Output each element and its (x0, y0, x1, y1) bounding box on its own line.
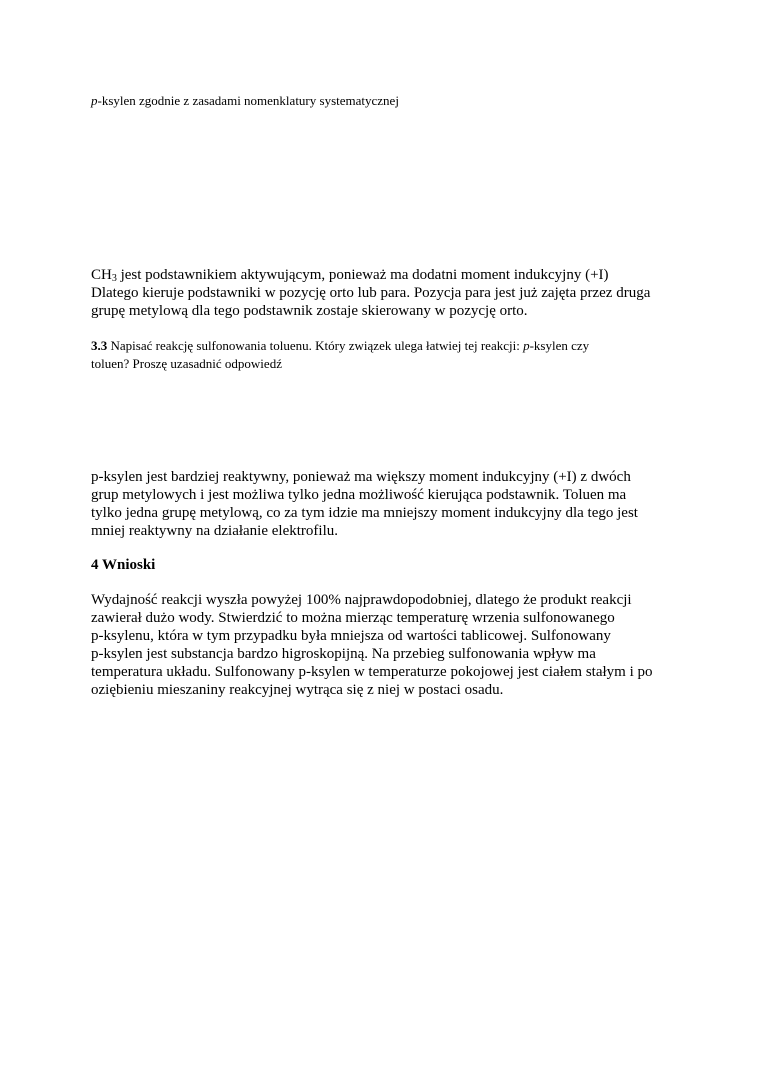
answer-line-1: p-ksylen jest bardziej reaktywny, ponieważ ma większy moment indukcyjny (+I) z dwóch (91, 469, 631, 485)
title-line-text (91, 92, 681, 110)
answer-line-4: mniej reaktywny na działanie elektrofilu. (91, 523, 338, 539)
conclusions-line-1: Wydajność reakcji wyszła powyżej 100% najprawdopodobniej, dlatego że produkt reakcji (91, 592, 632, 608)
conclusions-heading (91, 556, 681, 574)
italic-p: p (91, 93, 98, 108)
question-line-2: toluen? Proszę uzasadnić odpowiedź (91, 356, 282, 371)
answer-paragraph (91, 468, 681, 540)
conclusions-heading-text: 4 Wnioski (91, 557, 156, 573)
conclusions-line-3: p-ksylenu, która w tym przypadku była mniejsza od wartości tablicowej. Sulfonowany (91, 628, 611, 644)
title-rest: -ksylen zgodnie z zasadami nomenklatury systematycznej (97, 93, 399, 108)
question-3-3 (91, 337, 681, 373)
explanation-line-3: grupę metylową dla tego podstawnik zostaje skierowany w pozycję orto. (91, 303, 528, 319)
conclusions-line-5: temperatura układu. Sulfonowany p-ksylen w temperaturze pokojowej jest ciałem stałym i po (91, 664, 653, 680)
ch3-formula: $CH_3$ (91, 267, 117, 284)
answer-line-3: tylko jedna grupę metylową, co za tym idzie ma mniejszy moment indukcyjny dla tego jest (91, 505, 638, 521)
question-number: 3.3 (91, 338, 108, 353)
question-line-1: 3.3 Napisać reakcję sulfonowania toluenu. Który związek ulega łatwiej tej reakcji: p-ksylen czy (91, 338, 590, 353)
conclusions-line-4: p-ksylen jest substancja bardzo higroskopijną. Na przebieg sulfonowania wpływ ma (91, 646, 596, 662)
conclusions-line-2: zawierał dużo wody. Stwierdzić to można mierząc temperaturę wrzenia sulfonowanego (91, 610, 615, 626)
explanation-line-1: $CH_3$ jest podstawnikiem aktywującym, ponieważ ma dodatni moment indukcyjny (+I) (91, 267, 609, 284)
answer-line-2: grup metylowych i jest możliwa tylko jedna możliwość kierująca podstawnik. Toluen ma (91, 487, 627, 503)
explanation-paragraph (91, 266, 681, 320)
title-line (91, 92, 681, 110)
conclusions-paragraph (91, 591, 681, 699)
conclusions-line-6: oziębieniu mieszaniny reakcyjnej wytrąca się z niej w postaci osadu. (91, 682, 504, 698)
explanation-line-2: Dlatego kieruje podstawniki w pozycję orto lub para. Pozycja para jest już zajęta przez druga (91, 285, 651, 301)
